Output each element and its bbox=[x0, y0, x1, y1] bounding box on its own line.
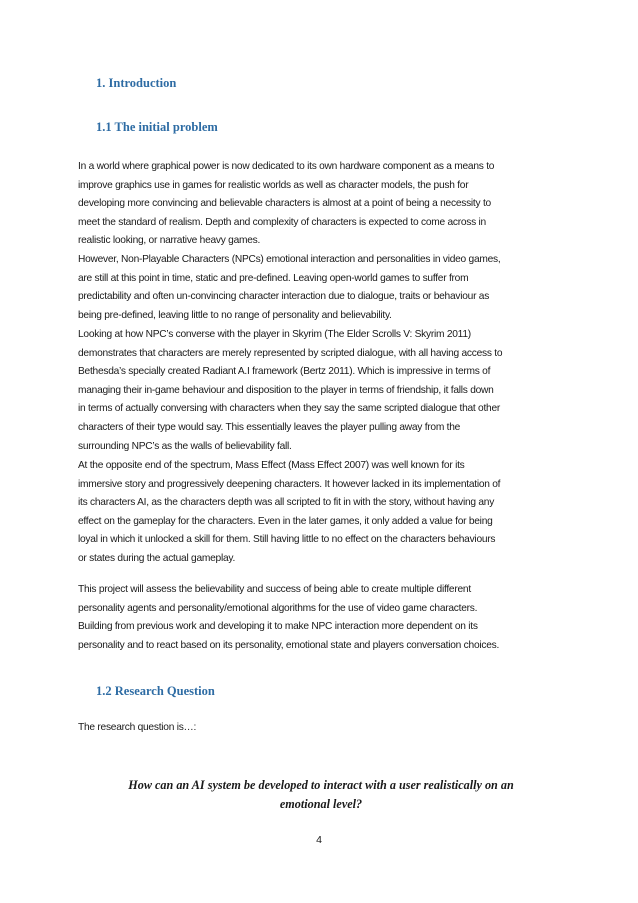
paragraph-line: Building from previous work and developing it to make NPC interaction more dependent on its bbox=[78, 621, 478, 633]
paragraph-line: Bethesda’s specially created Radiant A.I framework (Bertz 2011). Which is impressive in terms of bbox=[78, 366, 491, 378]
research-intro bbox=[78, 719, 564, 738]
question-line: How can an AI system be developed to interact with a user realistically on an bbox=[128, 778, 514, 792]
paragraph-line: meet the standard of realism. Depth and complexity of characters is expected to come across in bbox=[78, 216, 486, 228]
page-number: 4 bbox=[316, 834, 322, 846]
paragraph-line: being pre-defined, leaving little to no range of personality and believability. bbox=[78, 309, 392, 321]
paragraph-1 bbox=[78, 158, 564, 251]
heading-introduction: 1. Introduction bbox=[96, 76, 177, 90]
paragraph-line: In a world where graphical power is now dedicated to its own hardware component as a means to bbox=[78, 161, 495, 172]
question-line: emotional level? bbox=[279, 797, 363, 811]
paragraph-5 bbox=[78, 581, 564, 655]
heading-research-question: 1.2 Research Question bbox=[96, 684, 215, 698]
paragraph-line: effect on the gameplay for the characters. Even in the later games, it only added a value for being bbox=[78, 515, 493, 527]
paragraph-line: demonstrates that characters are merely represented by scripted dialogue, with all having access to bbox=[78, 347, 503, 359]
paragraph-line: However, Non-Playable Characters (NPCs) emotional interaction and personalities in video games, bbox=[78, 254, 501, 265]
paragraph-4 bbox=[78, 457, 564, 569]
paragraph-line: This project will assess the believability and success of being able to create multiple different bbox=[78, 584, 471, 595]
paragraph-line: At the opposite end of the spectrum, Mass Effect (Mass Effect 2007) was well known for its bbox=[78, 460, 465, 471]
paragraph-line: developing more convincing and believable characters is almost at a point of being a necessity to bbox=[78, 198, 491, 210]
paragraph-line: loyal in which it unlocked a skill for them. Still having little to no effect on the characters behaviours bbox=[78, 534, 496, 546]
paragraph-line: are still at this point in time, static and pre-defined. Leaving open-world games to suffer from bbox=[78, 272, 469, 284]
paragraph-line: characters of their type would say. This essentially leaves the player pulling away from the bbox=[78, 421, 461, 433]
paragraph-line: its characters AI, as the characters depth was all scripted to fit in with the story, without having any bbox=[78, 497, 495, 509]
paragraph-line: The research question is…: bbox=[78, 722, 197, 733]
paragraph-line: Looking at how NPC’s converse with the player in Skyrim (The Elder Scrolls V: Skyrim 2011) bbox=[78, 329, 471, 340]
heading-initial-problem: 1.1 The initial problem bbox=[96, 120, 218, 134]
paragraph-line: immersive story and progressively deepening characters. It however lacked in its implementation of bbox=[78, 478, 501, 490]
research-question bbox=[78, 776, 564, 814]
paragraph-line: personality agents and personality/emotional algorithms for the use of video game characters. bbox=[78, 602, 478, 614]
paragraph-line: or states during the actual gameplay. bbox=[78, 552, 236, 564]
paragraph-line: surrounding NPC’s as the walls of believability fall. bbox=[78, 440, 292, 452]
paragraph-line: realistic looking, or narrative heavy games. bbox=[78, 235, 261, 247]
paragraph-line: personality and to react based on its personality, emotional state and players conversation choices. bbox=[78, 639, 500, 651]
paragraph-line: in terms of actually conversing with characters when they say the same scripted dialogue that other bbox=[78, 403, 501, 415]
paragraph-line: predictability and often un-convincing character interaction due to dialogue, traits or behaviour as bbox=[78, 291, 490, 303]
paragraph-3 bbox=[78, 326, 564, 456]
paragraph-line: managing their in-game behaviour and disposition to the player in terms of friendship, it falls down bbox=[78, 384, 494, 396]
paragraph-2 bbox=[78, 251, 564, 325]
paragraph-line: improve graphics use in games for realistic worlds as well as character models, the push for bbox=[78, 179, 469, 191]
